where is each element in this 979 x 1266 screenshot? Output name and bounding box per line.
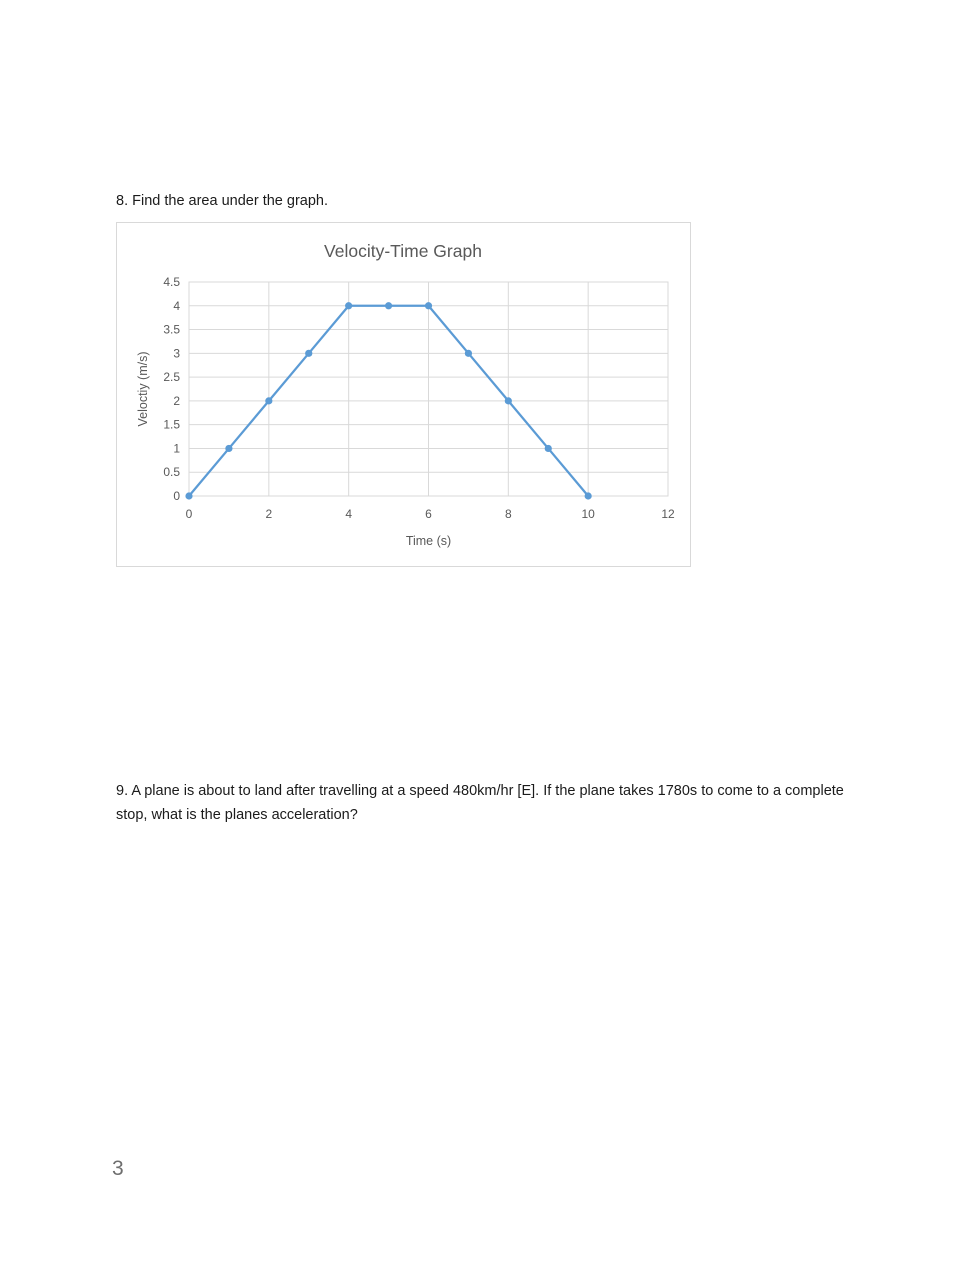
data-point-marker xyxy=(585,492,592,499)
x-tick-label: 0 xyxy=(185,507,193,521)
velocity-time-chart xyxy=(116,222,691,567)
x-axis-title: Time (s) xyxy=(405,534,452,548)
x-tick-label: 12 xyxy=(661,507,675,521)
y-tick-label: 0 xyxy=(173,489,180,503)
x-tick-label: 6 xyxy=(425,507,432,521)
data-point-marker xyxy=(225,445,232,452)
y-tick-label: 3 xyxy=(173,346,180,361)
chart-title: Velocity-Time Graph xyxy=(324,241,482,261)
y-tick-label: 2.5 xyxy=(163,370,180,385)
data-point-marker xyxy=(465,350,472,357)
y-tick-label: 4 xyxy=(173,298,180,313)
x-tick-label: 2 xyxy=(265,507,273,521)
chart-canvas xyxy=(117,223,690,566)
x-tick-label: 10 xyxy=(581,507,595,521)
y-tick-label: 4.5 xyxy=(163,275,180,289)
data-point-marker xyxy=(345,302,352,309)
question-9-text: 9. A plane is about to land after travelling at a speed 480km/hr [E]. If the plane takes 1780s to come to a complete stop, what is the planes acceleration? xyxy=(116,783,844,823)
data-point-marker xyxy=(305,350,312,357)
y-axis-title: Veloctiy (m/s) xyxy=(136,351,150,427)
y-tick-label: 3.5 xyxy=(163,322,180,337)
data-point-marker xyxy=(505,397,512,404)
y-tick-label: 1.5 xyxy=(163,417,180,432)
data-point-marker xyxy=(185,492,192,499)
x-tick-label: 4 xyxy=(345,507,353,521)
y-tick-label: 1 xyxy=(173,441,180,456)
y-tick-label: 2 xyxy=(173,393,180,408)
question-8-text: 8. Find the area under the graph. xyxy=(116,193,329,209)
y-tick-label: 0.5 xyxy=(163,465,180,480)
data-point-marker xyxy=(425,302,432,309)
x-tick-label: 8 xyxy=(504,507,512,521)
data-point-marker xyxy=(545,445,552,452)
data-point-marker xyxy=(265,397,272,404)
page-number: 3 xyxy=(112,1157,124,1180)
data-point-marker xyxy=(385,302,392,309)
